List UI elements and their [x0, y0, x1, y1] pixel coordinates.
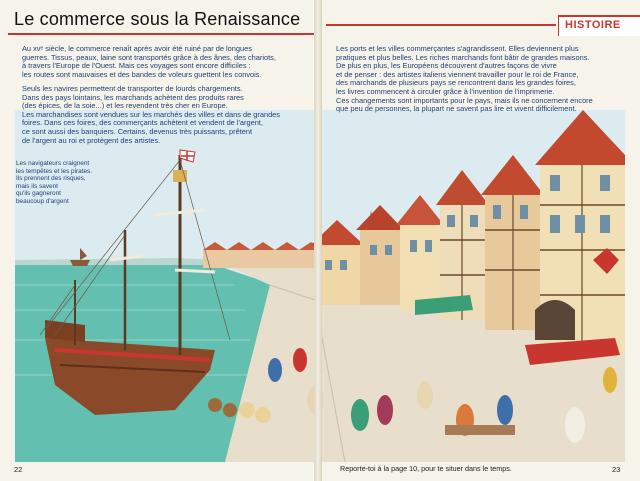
- intro-paragraph: Au xvᵉ siècle, le commerce renaît après avoir été ruiné par de longues guerres. Tissus, peaux, laine sont transportés grâce à des ânes, des chariots, à travers l'Europe de l'Ouest. Mais ces voyages sont encore difficiles : les routes sont mauvaises et des bandes de voleurs guettent les convois.: [22, 44, 276, 79]
- section-rule: [326, 24, 556, 26]
- cities-paragraph: Les ports et les villes commerçantes s'agrandissent. Elles deviennent plus pratiques et plus belles. Les riches marchands font bâtir de grandes maisons. De plus en plus, les Européens découvrent d'autres façons de vivre et de penser : des artistes italiens viennent travailler pour le roi de France, des marchands de plusieurs pays se rencontrent dans les grandes foires, les livres commencent à circuler grâce à l'invention de l'imprimerie. Ces changements sont importants pour le pays, mais ils ne concernent encore que peu de personnes, la plupart ne savent pas lire et vivent difficilement.: [336, 44, 593, 114]
- ships-paragraph: Seuls les navires permettent de transporter de lourds chargements. Dans des pays lointains, les marchands achètent des produits rares (des épices, de la soie...) et les revendent très cher en Europe. Les marchandises sont vendues sur les marchés des villes et dans de grandes foires. Dans ces foires, des commerçants achètent et vendent de l'argent, ce sont aussi des banquiers. Certains, devenus très puissants, prêtent de l'argent au roi et protègent des artistes.: [22, 84, 280, 145]
- section-tag: [558, 15, 640, 36]
- navigators-caption: Les navigateurs craignent les tempêtes et les pirates. Ils prennent des risques, mais ils savent qu'ils gagneront beaucoup d'argent: [16, 160, 93, 205]
- page-title: Le commerce sous la Renaissance: [14, 9, 301, 29]
- page-gutter: [314, 0, 322, 481]
- section-tag-label: HISTOIRE: [565, 19, 621, 31]
- page-number-left: 22: [14, 465, 23, 474]
- title-rule: [8, 33, 314, 35]
- timeline-reference: Reporte-toi à la page 10, pour te situer dans le temps.: [340, 464, 512, 473]
- page-number-right: 23: [612, 465, 621, 474]
